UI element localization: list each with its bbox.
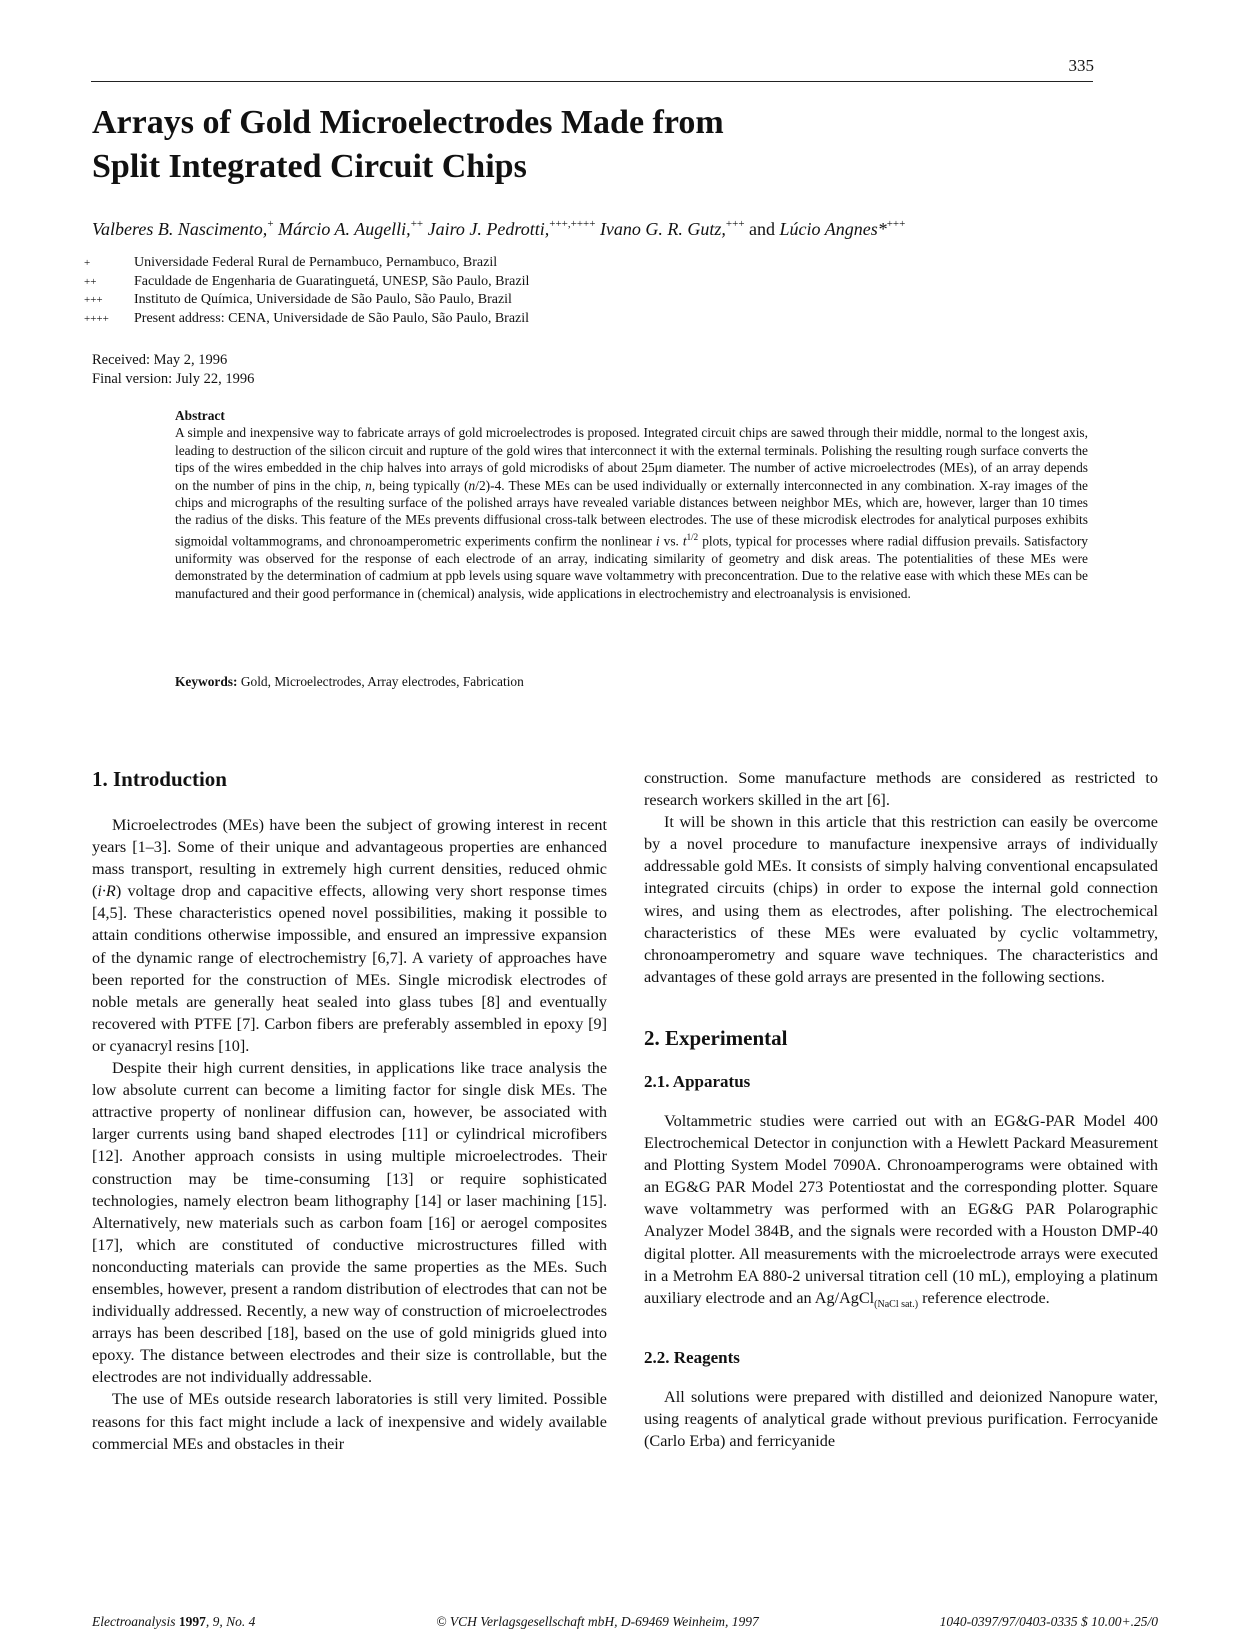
body-paragraph: All solutions were prepared with distilled and deionized Nanopure water, using reagents of analytical grade without previous purification. Ferrocyanide (Carlo Erba) and ferricyanide — [644, 1388, 1158, 1451]
keywords-label: Keywords: — [175, 674, 238, 689]
paper-title — [92, 101, 992, 189]
subsection-heading-apparatus: 2.1. Apparatus — [644, 1071, 751, 1091]
affiliation-mark: ++++ — [84, 312, 109, 325]
body-paragraph — [644, 1110, 1158, 1316]
paragraph-text: Microelectrodes (MEs) have been the subject of growing interest in recent years [1–3]. Some of their unique and advantageous properties are enhanced mass transport, resulting in extremely high current densities, reduced ohmic ( — [92, 816, 607, 901]
abstract-text: A simple and inexpensive way to fabricate arrays of gold microelectrodes is proposed. Integrated circuit chips are sawed through their middle, normal to the longest axis, leading to destruction of the silicon circuit and rupture of the gold wires that interconnect it with the external terminals. Polishing the resulting rough surface converts the tips of the wires embedded in the chip halves into arrays of gold microdisks of about 25 — [175, 425, 1088, 476]
abstract-text: plots, typical for processes where radial diffusion prevails. Satisfactory uniformity was observed for the response of each electrode of an array, indicating similarity of geometry and disk areas. The potentialities of these MEs were demonstrated by the determination of cadmium at ppb levels using square wave voltammetry with preconcentration. Due to the relative ease with which these MEs can be manufactured and their good performance in (chemical) analysis, wide applications in electrochemistry and electroanalysis is envisioned. — [175, 533, 1088, 601]
author-affil-mark: + — [267, 218, 274, 230]
abstract-variable: n — [365, 477, 372, 493]
affiliation-mark: + — [84, 257, 91, 269]
author-conjunction: and — [749, 219, 776, 239]
spacer — [644, 1316, 1158, 1346]
footer-copyright: © VCH Verlagsgesellschaft mbH, D-69469 Weinheim, 1997 — [436, 1614, 759, 1629]
body-paragraph — [92, 814, 607, 1057]
paragraph-text: ) voltage drop and capacitive effects, allowing very short response times [4,5]. These characteristics opened novel possibilities, making it possible to attain conditions otherwise impossible, and ensured an impressive expansion of the dynamic range of electrochemistry [6,7]. A variety of approaches have been reported for the construction of MEs. Single microdisk electrodes of noble metals are generally heat sealed into glass tubes [8] and eventually recovered with PTFE [7]. Carbon fibers are preferably assembled in epoxy [9] or cyanacryl resins [10]. — [92, 882, 607, 1055]
spacer — [644, 1094, 1158, 1110]
paragraph-subscript: (NaCl sat.) — [874, 1298, 919, 1310]
abstract-variable: t — [682, 533, 687, 549]
author-list — [92, 212, 1152, 241]
section-heading-introduction: 1. Introduction — [92, 767, 227, 791]
author-affil-mark: ++ — [410, 218, 424, 230]
section-heading-experimental: 2. Experimental — [644, 1025, 788, 1050]
affiliation-text: Universidade Federal Rural de Pernambuco, Pernambuco, Brazil — [134, 255, 498, 270]
publication-dates — [92, 351, 254, 388]
paragraph-text: reference electrode. — [922, 1288, 1050, 1307]
author-name: Márcio A. Augelli, — [278, 219, 411, 239]
author-name: Jairo J. Pedrotti, — [427, 219, 550, 239]
spacer — [644, 988, 1158, 1024]
header-rule — [91, 81, 1093, 82]
abstract-body — [175, 424, 1088, 602]
abstract-text: μm diameter. The number of active microelectrodes (MEs), of an array depends on the number of pins in the chip, — [175, 460, 1088, 493]
spacer — [644, 1370, 1158, 1386]
abstract-text: /2)-4. These MEs can be used individually or externally interconnected in any combination. X-ray images of the chips and micrographs of the resulting surface of the polished arrays have revealed variable distances between neighbor MEs, which are, however, larger than 10 times the radius of the disks. This feature of the MEs prevents diffusional cross-talk between electrodes. The use of these microdisk electrodes for analytical purposes exhibits sigmoidal voltammograms, and chronoamperometric experiments confirm the nonlinear — [175, 477, 1088, 549]
paragraph-variable: i·R — [97, 882, 116, 901]
footer-journal-info — [92, 1614, 255, 1630]
affiliation-text: Instituto de Química, Universidade de São Paulo, São Paulo, Brazil — [134, 292, 512, 307]
abstract-exponent: 1/2 — [686, 531, 699, 542]
footer-year: 1997 — [178, 1614, 206, 1629]
right-column — [644, 767, 1158, 1452]
affiliation-mark: ++ — [84, 275, 97, 288]
abstract-variable: i — [655, 533, 660, 549]
author-affil-mark: +++,++++ — [549, 218, 596, 230]
affiliation-item — [84, 310, 529, 329]
keywords-text: Gold, Microelectrodes, Array electrodes, Fabrication — [240, 674, 524, 689]
abstract-variable: n — [468, 477, 476, 493]
page-number: 335 — [1068, 56, 1094, 75]
subsection-heading-reagents: 2.2. Reagents — [644, 1348, 740, 1368]
final-version-date: Final version: July 22, 1996 — [92, 370, 255, 387]
affiliation-item — [84, 291, 529, 310]
author-name: Valberes B. Nascimento, — [92, 219, 268, 239]
page-footer — [92, 1614, 1158, 1630]
footer-journal: Electroanalysis — [92, 1614, 176, 1629]
title-line-1: Arrays of Gold Microelectrodes Made from — [92, 104, 724, 141]
author-name: Lúcio Angnes* — [779, 219, 887, 239]
body-paragraph: It will be shown in this article that this restriction can easily be overcome by a novel procedure to manufacture inexpensive arrays of individually addressable gold MEs. It consists of simply halving conventional encapsulated integrated circuits (chips) in order to expose the internal gold connection wires, and using them as electrodes, after polishing. The electrochemical characteristics of these MEs were evaluated by cyclic voltammetry, chronoamperometry and square wave techniques. The characteristics and advantages of these gold arrays are presented in the following sections. — [644, 813, 1158, 986]
paragraph-text: Voltammetric studies were carried out with an EG&G-PAR Model 400 Electrochemical Detector in conjunction with a Hewlett Packard Measurement and Plotting System Model 7090A. Chronoamperograms were obtained with an EG&G PAR Model 273 Potentiostat and the corresponding plotter. Square wave voltammetry was performed with an EG&G PAR Polarographic Analyzer Model 384B, and the signals were recorded with a Houston DMP-40 digital plotter. All measurements with the microelectrode arrays were executed in a Metrohm EA 880-2 universal titration cell (10 mL), employing a platinum auxiliary electrode and an Ag/AgCl — [644, 1111, 1158, 1307]
spacer — [92, 793, 607, 814]
affiliation-text: Faculdade de Engenharia de Guaratinguetá, UNESP, São Paulo, Brazil — [134, 273, 530, 289]
spacer — [644, 1052, 1158, 1070]
affiliation-text: Present address: CENA, Universidade de São Paulo, São Paulo, Brazil — [134, 310, 530, 326]
left-column — [92, 765, 607, 1455]
body-paragraph: The use of MEs outside research laboratories is still very limited. Possible reasons for this fact might include a lack of inexpensive and widely available commercial MEs and obstacles in their — [92, 1390, 607, 1453]
abstract-heading: Abstract — [175, 408, 225, 423]
abstract-text: , being typically ( — [371, 477, 469, 493]
author-name: Ivano G. R. Gutz, — [599, 219, 726, 239]
keywords — [175, 674, 524, 690]
received-date: Received: May 2, 1996 — [92, 352, 228, 368]
abstract-text: vs. — [663, 533, 679, 549]
title-line-2: Split Integrated Circuit Chips — [92, 148, 527, 185]
affiliation-item — [84, 254, 529, 273]
footer-volume: , 9, No. 4 — [205, 1614, 256, 1629]
author-affil-mark: +++ — [725, 218, 745, 230]
footer-code: 1040-0397/97/0403-0335 $ 10.00+.25/0 — [939, 1614, 1158, 1629]
abstract — [175, 407, 1088, 602]
body-paragraph: Despite their high current densities, in applications like trace analysis the low absolute current can become a limiting factor for single disk MEs. The attractive property of nonlinear diffusion can, however, be associated with larger currents using band shaped electrodes [11] or cylindrical microfibers [12]. Another approach consists in using multiple microelectrodes. Their construction may be time-consuming [13] or require sophisticated technologies, namely electron beam lithography [14] or laser machining [15]. Alternatively, new materials such as carbon foam [16] or aerogel composites [17], which are constituted of conductive microstructures filled with nonconducting materials can provide the same properties as the MEs. Such ensembles, however, present a random distribution of electrodes that can not be individually addressed. Recently, a new way of construction of microelectrodes arrays has been described [18], based on the use of gold minigrids glued into epoxy. The distance between electrodes and their size is controllable, but the electrodes are not individually addressable. — [92, 1059, 607, 1387]
author-affil-mark: +++ — [886, 218, 906, 230]
affiliation-mark: +++ — [84, 294, 103, 306]
body-paragraph: construction. Some manufacture methods are considered as restricted to research workers skilled in the art [6]. — [644, 769, 1158, 810]
affiliation-item — [84, 273, 529, 292]
affiliations — [84, 254, 529, 328]
